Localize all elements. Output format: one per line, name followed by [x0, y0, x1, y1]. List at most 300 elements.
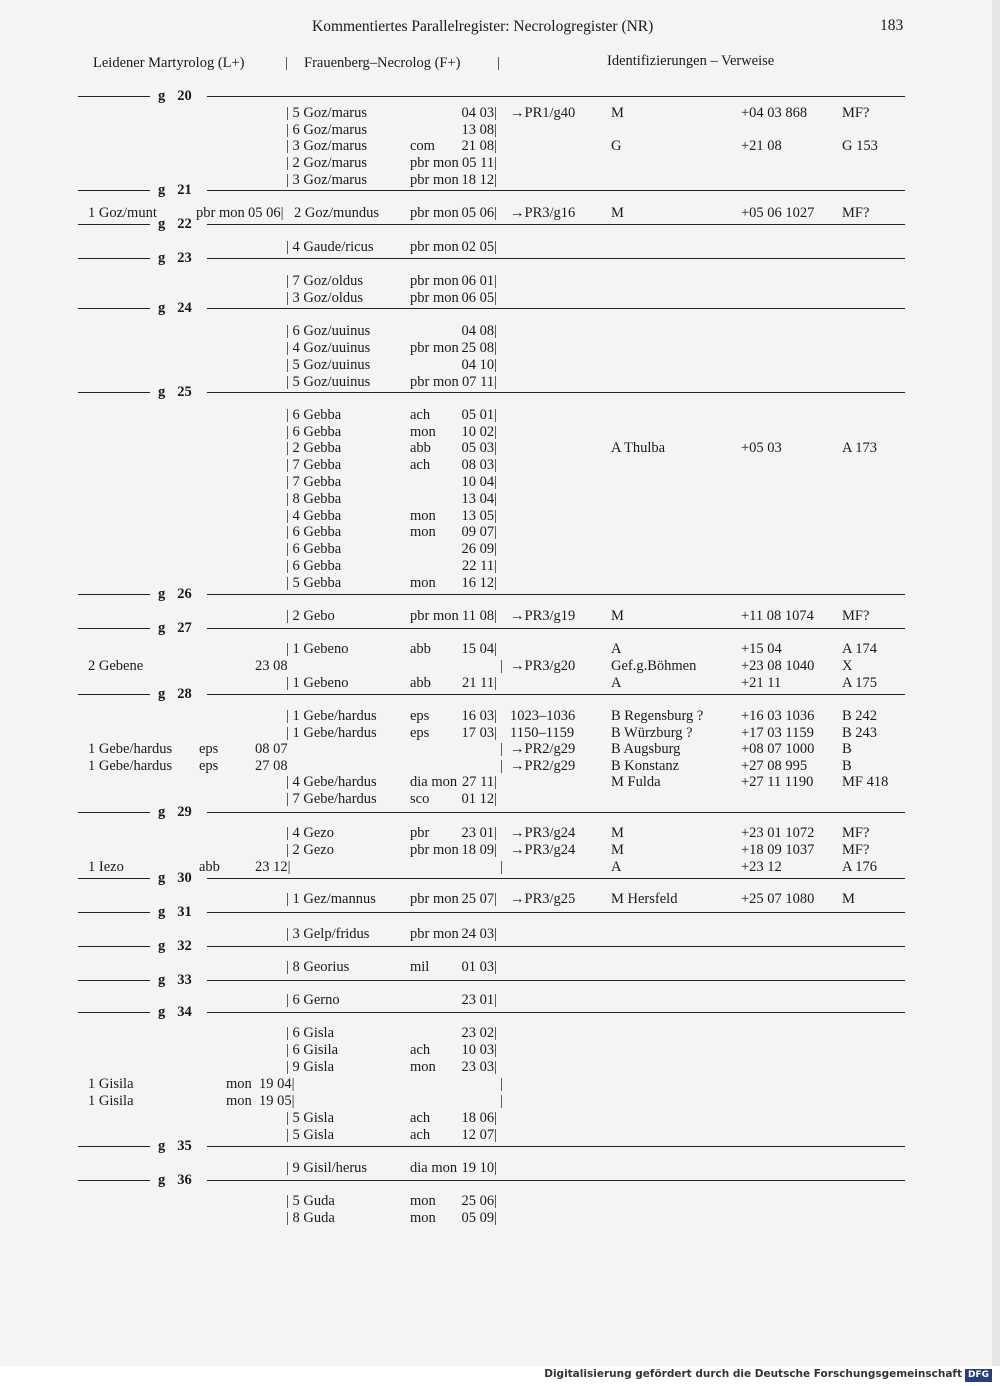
identification: M	[611, 608, 624, 624]
frauenberg-name: | 1 Gez/mannus	[286, 891, 376, 907]
page-edge-shadow	[992, 0, 1000, 1366]
death-date: +16 03 1036	[741, 708, 815, 724]
group-letter: g	[158, 620, 166, 636]
frauenberg-name: | 2 Gebba	[286, 440, 342, 456]
leiden-name: 1 Gebe/hardus	[88, 758, 173, 774]
frauenberg-title: mon	[410, 1059, 436, 1075]
frauenberg-title: ach	[410, 1127, 431, 1143]
rule-right	[207, 628, 905, 629]
frauenberg-name: | 8 Guda	[286, 1210, 335, 1226]
group-letter: g	[158, 1138, 166, 1154]
death-date: +04 03 868	[741, 105, 808, 121]
rule-left	[78, 96, 150, 97]
death-date: +23 12	[741, 859, 782, 875]
group-number: 25	[177, 384, 192, 400]
rule-left	[78, 1180, 150, 1181]
leiden-title: mon	[226, 1093, 252, 1109]
identification: B Regensburg ?	[611, 708, 704, 724]
frauenberg-title: ach	[410, 457, 431, 473]
rule-left	[78, 308, 150, 309]
death-date: +25 07 1080	[741, 891, 815, 907]
rule-right	[207, 308, 905, 309]
frauenberg-name: | 7 Goz/oldus	[286, 273, 364, 289]
frauenberg-date: 04 03|	[461, 105, 497, 121]
group-number: 33	[177, 972, 192, 988]
death-date: +27 08 995	[741, 758, 808, 774]
rule-left	[78, 392, 150, 393]
death-date: +23 08 1040	[741, 658, 815, 674]
funding-note: Digitalisierung gefördert durch die Deutsche Forschungsgemeinschaft	[544, 1368, 962, 1380]
group-number: 22	[177, 216, 192, 232]
leiden-name: 1 Goz/munt	[88, 205, 157, 221]
frauenberg-date: 01 12|	[461, 791, 497, 807]
frauenberg-name: | 2 Gebo	[286, 608, 335, 624]
frauenberg-name: | 5 Gebba	[286, 575, 342, 591]
cross-reference: →PR3/g20	[510, 658, 576, 674]
identification: A Thulba	[611, 440, 666, 456]
cross-reference: 1023–1036	[510, 708, 576, 724]
frauenberg-date: 23 01|	[461, 825, 497, 841]
group-label	[158, 1138, 192, 1154]
frauenberg-date: 11 08|	[462, 608, 497, 624]
frauenberg-title: eps	[410, 708, 430, 724]
frauenberg-title: abb	[410, 641, 431, 657]
frauenberg-name: | 4 Gaude/ricus	[286, 239, 374, 255]
cross-reference: →PR1/g40	[510, 105, 576, 121]
rule-right	[207, 594, 905, 595]
frauenberg-title: abb	[410, 675, 431, 691]
frauenberg-name: | 5 Goz/uuinus	[286, 374, 371, 390]
identification: B Augsburg	[611, 741, 681, 757]
frauenberg-date: |	[500, 658, 503, 674]
frauenberg-name: | 1 Gebeno	[286, 675, 349, 691]
rule-right	[207, 912, 905, 913]
group-number: 29	[177, 804, 192, 820]
frauenberg-name: | 4 Gezo	[286, 825, 334, 841]
frauenberg-name: | 2 Gezo	[286, 842, 334, 858]
rule-right	[207, 1012, 905, 1013]
frauenberg-title: pbr mon	[410, 205, 459, 221]
frauenberg-date: 18 09|	[461, 842, 497, 858]
group-number: 34	[177, 1004, 192, 1020]
frauenberg-date: 18 06|	[461, 1110, 497, 1126]
rule-left	[78, 594, 150, 595]
column-header-frauenberg: Frauenberg–Necrolog (F+)	[304, 55, 461, 71]
group-label	[158, 250, 192, 266]
leiden-title: mon	[226, 1076, 252, 1092]
group-number: 31	[177, 904, 192, 920]
frauenberg-name: | 6 Gerno	[286, 992, 340, 1008]
rule-left	[78, 1012, 150, 1013]
frauenberg-date: 23 02|	[461, 1025, 497, 1041]
group-letter: g	[158, 88, 166, 104]
rule-right	[207, 392, 905, 393]
frauenberg-title: pbr	[410, 825, 430, 841]
source-ref: B	[842, 758, 852, 774]
frauenberg-date: |	[500, 758, 503, 774]
source-ref: G 153	[842, 138, 878, 154]
leiden-title: pbr mon	[196, 205, 245, 221]
frauenberg-name: | 8 Gebba	[286, 491, 342, 507]
rule-left	[78, 694, 150, 695]
death-date: +17 03 1159	[741, 725, 814, 741]
frauenberg-date: 23 03|	[461, 1059, 497, 1075]
frauenberg-title: pbr mon	[410, 273, 459, 289]
leiden-name: 1 Gebe/hardus	[88, 741, 173, 757]
group-letter: g	[158, 216, 166, 232]
source-ref: MF?	[842, 105, 870, 121]
frauenberg-date: 04 10|	[461, 357, 497, 373]
frauenberg-name: | 6 Gisla	[286, 1025, 335, 1041]
frauenberg-name: | 5 Goz/uuinus	[286, 357, 371, 373]
death-date: +18 09 1037	[741, 842, 815, 858]
frauenberg-date: 21 08|	[461, 138, 497, 154]
source-ref: MF?	[842, 825, 870, 841]
frauenberg-name: | 1 Gebeno	[286, 641, 349, 657]
group-letter: g	[158, 182, 166, 198]
frauenberg-title: dia mon	[410, 774, 458, 790]
rule-right	[207, 190, 905, 191]
frauenberg-name: | 8 Georius	[286, 959, 350, 975]
leiden-name: 1 Gisila	[88, 1093, 134, 1109]
frauenberg-date: 08 03|	[461, 457, 497, 473]
frauenberg-name: | 6 Gebba	[286, 524, 342, 540]
cross-reference: →PR3/g16	[510, 205, 576, 221]
group-number: 32	[177, 938, 192, 954]
column-header-leiden: Leidener Martyrolog (L+)	[93, 55, 245, 71]
rule-right	[207, 96, 905, 97]
group-letter: g	[158, 586, 166, 602]
frauenberg-date: |	[500, 1076, 503, 1092]
frauenberg-title: mon	[410, 508, 436, 524]
frauenberg-name: | 1 Gebe/hardus	[286, 725, 377, 741]
frauenberg-name: | 7 Gebe/hardus	[286, 791, 377, 807]
frauenberg-name: | 4 Gebe/hardus	[286, 774, 377, 790]
leiden-name: 2 Gebene	[88, 658, 144, 674]
death-date: +05 03	[741, 440, 782, 456]
frauenberg-date: 13 08|	[461, 122, 497, 138]
footer-bar	[0, 1366, 1000, 1386]
identification: Gef.g.Böhmen	[611, 658, 697, 674]
frauenberg-name: | 6 Gebba	[286, 424, 342, 440]
leiden-title: eps	[199, 758, 219, 774]
frauenberg-date: 05 06|	[461, 205, 497, 221]
rule-left	[78, 628, 150, 629]
rule-right	[207, 694, 905, 695]
death-date: +11 08 1074	[741, 608, 814, 624]
cross-reference: 1150–1159	[510, 725, 575, 741]
leiden-title: abb	[199, 859, 220, 875]
leiden-name: 1 Gisila	[88, 1076, 134, 1092]
rule-left	[78, 912, 150, 913]
frauenberg-name: | 6 Gebba	[286, 407, 342, 423]
rule-right	[207, 224, 905, 225]
column-separator: |	[497, 55, 500, 71]
group-letter: g	[158, 870, 166, 886]
source-ref: X	[842, 658, 853, 674]
group-label	[158, 904, 192, 920]
leiden-title: eps	[199, 741, 219, 757]
leiden-date: 19 05|	[259, 1093, 295, 1109]
cross-reference: →PR2/g29	[510, 741, 576, 757]
column-header-identifications: Identifizierungen – Verweise	[607, 53, 775, 69]
frauenberg-date: 16 03|	[461, 708, 497, 724]
frauenberg-date: 22 11|	[462, 558, 497, 574]
leiden-name: 1 Iezo	[88, 859, 124, 875]
group-label	[158, 216, 192, 232]
cross-reference: →PR3/g19	[510, 608, 576, 624]
frauenberg-date: 21 11|	[462, 675, 497, 691]
death-date: +27 11 1190	[741, 774, 814, 790]
rule-right	[207, 1180, 905, 1181]
rule-left	[78, 812, 150, 813]
rule-left	[78, 224, 150, 225]
group-number: 23	[177, 250, 192, 266]
death-date: +05 06 1027	[741, 205, 815, 221]
frauenberg-name: | 4 Goz/uuinus	[286, 340, 371, 356]
frauenberg-date: 25 06|	[461, 1193, 497, 1209]
rule-right	[207, 946, 905, 947]
source-ref: B 243	[842, 725, 878, 741]
death-date: +15 04	[741, 641, 782, 657]
rule-right	[207, 258, 905, 259]
group-number: 26	[177, 586, 192, 602]
frauenberg-date: 04 08|	[461, 323, 497, 339]
frauenberg-date: 05 01|	[461, 407, 497, 423]
frauenberg-title: mil	[410, 959, 430, 975]
frauenberg-title: pbr mon	[410, 239, 459, 255]
identification: B Konstanz	[611, 758, 680, 774]
group-label	[158, 88, 192, 104]
group-label	[158, 870, 192, 886]
frauenberg-date: 26 09|	[461, 541, 497, 557]
frauenberg-title: pbr mon	[410, 155, 459, 171]
frauenberg-name: | 3 Goz/oldus	[286, 290, 364, 306]
group-letter: g	[158, 938, 166, 954]
frauenberg-name: | 5 Gisla	[286, 1127, 335, 1143]
group-label	[158, 938, 192, 954]
frauenberg-name: | 7 Gebba	[286, 474, 342, 490]
frauenberg-title: sco	[410, 791, 430, 807]
group-label	[158, 1172, 192, 1188]
frauenberg-date: 05 11|	[462, 155, 497, 171]
cross-reference: →PR3/g24	[510, 842, 576, 858]
source-ref: M	[842, 891, 855, 907]
cross-reference: →PR3/g25	[510, 891, 576, 907]
group-letter: g	[158, 972, 166, 988]
group-letter: g	[158, 686, 166, 702]
leiden-date: 27 08	[255, 758, 288, 774]
frauenberg-title: pbr mon	[410, 340, 459, 356]
group-label	[158, 1004, 192, 1020]
frauenberg-name: | 4 Gebba	[286, 508, 342, 524]
group-number: 36	[177, 1172, 192, 1188]
identification: B Würzburg ?	[611, 725, 693, 741]
frauenberg-date: 27 11|	[462, 774, 497, 790]
identification: A	[611, 675, 622, 691]
frauenberg-date: 24 03|	[461, 926, 497, 942]
frauenberg-name: | 1 Gebe/hardus	[286, 708, 377, 724]
source-ref: A 173	[842, 440, 878, 456]
frauenberg-date: 01 03|	[461, 959, 497, 975]
frauenberg-date: 13 05|	[461, 508, 497, 524]
source-ref: A 176	[842, 859, 878, 875]
frauenberg-date: 18 12|	[461, 172, 497, 188]
identification: M Fulda	[611, 774, 661, 790]
frauenberg-name: | 6 Gebba	[286, 541, 342, 557]
group-number: 20	[177, 88, 192, 104]
source-ref: MF?	[842, 842, 870, 858]
group-letter: g	[158, 300, 166, 316]
source-ref: MF?	[842, 205, 870, 221]
frauenberg-name: | 6 Gisila	[286, 1042, 339, 1058]
frauenberg-date: 10 02|	[461, 424, 497, 440]
group-number: 21	[177, 182, 192, 198]
frauenberg-title: ach	[410, 407, 431, 423]
group-number: 28	[177, 686, 192, 702]
frauenberg-name: | 3 Goz/marus	[286, 138, 368, 154]
frauenberg-name: | 6 Goz/marus	[286, 122, 368, 138]
frauenberg-title: ach	[410, 1042, 431, 1058]
frauenberg-date: 13 04|	[461, 491, 497, 507]
rule-left	[78, 1146, 150, 1147]
leiden-date: 23 12|	[255, 859, 291, 875]
source-ref: MF?	[842, 608, 870, 624]
frauenberg-title: pbr mon	[410, 374, 459, 390]
group-letter: g	[158, 904, 166, 920]
rule-left	[78, 258, 150, 259]
death-date: +23 01 1072	[741, 825, 815, 841]
group-label	[158, 182, 192, 198]
group-label	[158, 972, 192, 988]
source-ref: B	[842, 741, 852, 757]
frauenberg-date: 15 04|	[461, 641, 497, 657]
frauenberg-date: 19 10|	[461, 1160, 497, 1176]
frauenberg-name: | 3 Gelp/fridus	[286, 926, 370, 942]
identification: M Hersfeld	[611, 891, 678, 907]
frauenberg-date: 10 04|	[461, 474, 497, 490]
group-letter: g	[158, 804, 166, 820]
group-label	[158, 686, 192, 702]
frauenberg-name: | 7 Gebba	[286, 457, 342, 473]
frauenberg-name: | 5 Guda	[286, 1193, 335, 1209]
frauenberg-title: mon	[410, 424, 436, 440]
frauenberg-title: mon	[410, 524, 436, 540]
leiden-date: 05 06|	[248, 205, 284, 221]
frauenberg-title: com	[410, 138, 435, 154]
frauenberg-date: 12 07|	[461, 1127, 497, 1143]
group-number: 24	[177, 300, 192, 316]
frauenberg-name: | 2 Goz/marus	[286, 155, 368, 171]
frauenberg-title: pbr mon	[410, 290, 459, 306]
identification: A	[611, 641, 622, 657]
frauenberg-title: mon	[410, 1210, 436, 1226]
dfg-logo-icon: DFG	[965, 1369, 992, 1382]
frauenberg-title: ach	[410, 1110, 431, 1126]
rule-right	[207, 812, 905, 813]
source-ref: A 175	[842, 675, 878, 691]
death-date: +08 07 1000	[741, 741, 815, 757]
rule-left	[78, 878, 150, 879]
frauenberg-title: pbr mon	[410, 172, 459, 188]
source-ref: B 242	[842, 708, 878, 724]
group-letter: g	[158, 1004, 166, 1020]
identification: M	[611, 825, 624, 841]
cross-reference: →PR3/g24	[510, 825, 576, 841]
leiden-date: 08 07	[255, 741, 288, 757]
group-number: 27	[177, 620, 192, 636]
rule-left	[78, 980, 150, 981]
page-number: 183	[880, 17, 904, 34]
frauenberg-date: 06 01|	[461, 273, 497, 289]
frauenberg-date: 02 05|	[461, 239, 497, 255]
frauenberg-name: | 9 Gisil/herus	[286, 1160, 368, 1176]
frauenberg-title: abb	[410, 440, 431, 456]
cross-reference: →PR2/g29	[510, 758, 576, 774]
frauenberg-title: pbr mon	[410, 842, 459, 858]
frauenberg-date: 16 12|	[461, 575, 497, 591]
frauenberg-date: 06 05|	[461, 290, 497, 306]
group-label	[158, 620, 192, 636]
frauenberg-date: 10 03|	[461, 1042, 497, 1058]
source-ref: MF 418	[842, 774, 889, 790]
frauenberg-date: |	[500, 859, 503, 875]
group-number: 35	[177, 1138, 192, 1154]
frauenberg-name: | 9 Gisla	[286, 1059, 335, 1075]
frauenberg-title: eps	[410, 725, 430, 741]
group-letter: g	[158, 250, 166, 266]
group-label	[158, 586, 192, 602]
identification: M	[611, 105, 624, 121]
rule-left	[78, 946, 150, 947]
frauenberg-title: mon	[410, 1193, 436, 1209]
frauenberg-name: | 5 Goz/marus	[286, 105, 368, 121]
identification: M	[611, 205, 624, 221]
frauenberg-date: 07 11|	[462, 374, 497, 390]
frauenberg-title: pbr mon	[410, 891, 459, 907]
frauenberg-title: pbr mon	[410, 608, 459, 624]
group-letter: g	[158, 384, 166, 400]
group-number: 30	[177, 870, 192, 886]
frauenberg-date: 25 07|	[461, 891, 497, 907]
frauenberg-title: pbr mon	[410, 926, 459, 942]
frauenberg-date: 05 03|	[461, 440, 497, 456]
identification: A	[611, 859, 622, 875]
frauenberg-date: 09 07|	[461, 524, 497, 540]
leiden-date: 19 04|	[259, 1076, 295, 1092]
frauenberg-title: dia mon	[410, 1160, 458, 1176]
frauenberg-name: 2 Goz/mundus	[294, 205, 379, 221]
frauenberg-date: |	[500, 1093, 503, 1109]
source-ref: A 174	[842, 641, 878, 657]
rule-right	[207, 878, 905, 879]
frauenberg-name: | 5 Gisla	[286, 1110, 335, 1126]
death-date: +21 11	[741, 675, 782, 691]
frauenberg-date: 23 01|	[461, 992, 497, 1008]
frauenberg-name: | 6 Goz/uuinus	[286, 323, 371, 339]
identification: G	[611, 138, 622, 154]
group-label	[158, 300, 192, 316]
rule-left	[78, 190, 150, 191]
death-date: +21 08	[741, 138, 782, 154]
column-separator: |	[285, 55, 288, 71]
group-label	[158, 384, 192, 400]
frauenberg-title: mon	[410, 575, 436, 591]
frauenberg-name: | 3 Goz/marus	[286, 172, 368, 188]
group-label	[158, 804, 192, 820]
leiden-date: 23 08	[255, 658, 288, 674]
group-letter: g	[158, 1172, 166, 1188]
